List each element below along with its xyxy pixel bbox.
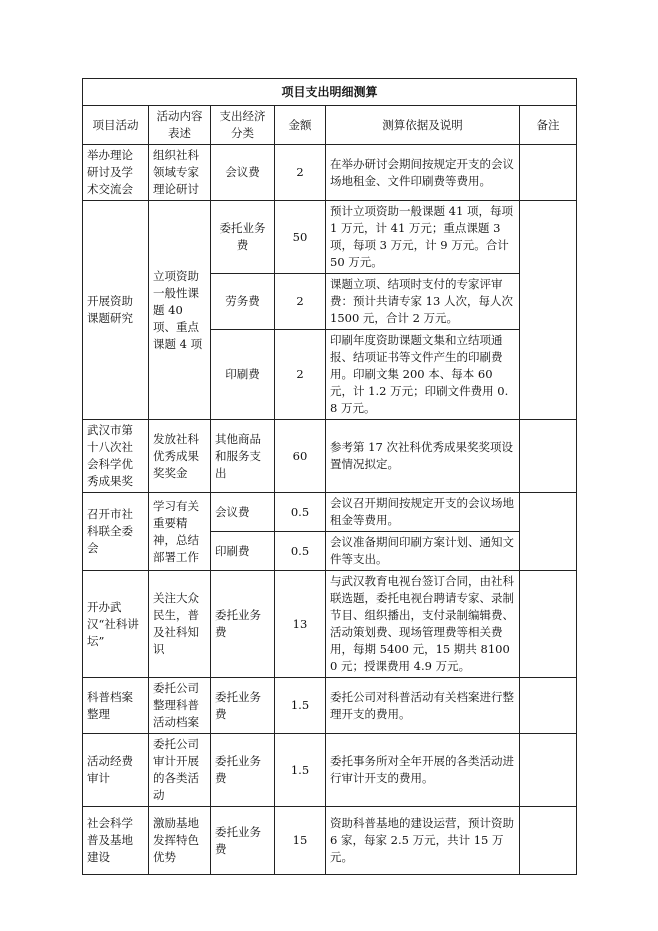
table-row <box>83 571 577 678</box>
amount-cell: 0.5 <box>275 493 326 532</box>
header-category: 支出经济分类 <box>211 106 275 145</box>
amount-cell: 50 <box>275 201 326 274</box>
content-cell: 委托公司整理科普活动档案 <box>149 678 211 734</box>
content-cell: 立项资助一般性课题 40 项、重点课题 4 项 <box>149 201 211 420</box>
basis-cell: 在举办研讨会期间按规定开支的会议场地租金、文件印刷费等费用。 <box>326 145 520 201</box>
basis-cell: 与武汉教育电视台签订合同，由社科联选题，委托电视台聘请专家、录制节目、组织播出，支付录制编辑费、活动策划费、现场管理费等相关费用，每期 5400 元，15 期共 81000 元；授课费用 4.9 万元。 <box>326 571 520 678</box>
amount-cell: 1.5 <box>275 734 326 807</box>
table-row <box>83 145 577 201</box>
activity-cell: 科普档案整理 <box>83 678 149 734</box>
activity-cell: 武汉市第十八次社会科学优秀成果奖 <box>83 420 149 493</box>
amount-cell: 15 <box>275 807 326 875</box>
remarks-cell <box>520 571 577 678</box>
category-cell: 劳务费 <box>211 274 275 330</box>
content-cell: 学习有关重要精神，总结部署工作 <box>149 493 211 571</box>
basis-cell: 参考第 17 次社科优秀成果奖奖项设置情况拟定。 <box>326 420 520 493</box>
basis-cell: 资助科普基地的建设运营，预计资助 6 家，每家 2.5 万元，共计 15 万元。 <box>326 807 520 875</box>
activity-cell: 举办理论研讨及学术交流会 <box>83 145 149 201</box>
table-row <box>83 678 577 734</box>
basis-cell: 委托公司对科普活动有关档案进行整理开支的费用。 <box>326 678 520 734</box>
remarks-cell <box>520 734 577 807</box>
amount-cell: 13 <box>275 571 326 678</box>
content-cell: 组织社科领域专家理论研讨 <box>149 145 211 201</box>
header-amount: 金额 <box>275 106 326 145</box>
category-cell: 会议费 <box>211 145 275 201</box>
content-cell: 激励基地发挥特色优势 <box>149 807 211 875</box>
amount-cell: 60 <box>275 420 326 493</box>
header-basis: 测算依据及说明 <box>326 106 520 145</box>
activity-cell: 开展资助课题研究 <box>83 201 149 420</box>
table-title: 项目支出明细测算 <box>83 79 577 106</box>
remarks-cell <box>520 678 577 734</box>
basis-cell: 会议召开期间按规定开支的会议场地租金等费用。 <box>326 493 520 532</box>
remarks-cell <box>520 145 577 201</box>
activity-cell: 社会科学普及基地建设 <box>83 807 149 875</box>
table-row <box>83 420 577 493</box>
category-cell: 委托业务费 <box>211 571 275 678</box>
table-row <box>83 807 577 875</box>
header-content: 活动内容表述 <box>149 106 211 145</box>
amount-cell: 0.5 <box>275 532 326 571</box>
header-activity: 项目活动 <box>83 106 149 145</box>
remarks-cell <box>520 807 577 875</box>
category-cell: 印刷费 <box>211 532 275 571</box>
category-cell: 委托业务费 <box>211 678 275 734</box>
remarks-cell <box>520 201 577 420</box>
amount-cell: 2 <box>275 145 326 201</box>
content-cell: 关注大众民生，普及社科知识 <box>149 571 211 678</box>
table-row <box>83 493 577 532</box>
amount-cell: 2 <box>275 330 326 420</box>
basis-cell: 委托事务所对全年开展的各类活动进行审计开支的费用。 <box>326 734 520 807</box>
category-cell: 其他商品和服务支出 <box>211 420 275 493</box>
category-cell: 委托业务费 <box>211 807 275 875</box>
remarks-cell <box>520 420 577 493</box>
amount-cell: 2 <box>275 274 326 330</box>
activity-cell: 活动经费审计 <box>83 734 149 807</box>
basis-cell: 会议准备期间印刷方案计划、通知文件等支出。 <box>326 532 520 571</box>
activity-cell: 召开市社科联全委会 <box>83 493 149 571</box>
remarks-cell <box>520 493 577 571</box>
budget-detail-table <box>82 78 577 875</box>
header-remarks: 备注 <box>520 106 577 145</box>
table-row <box>83 734 577 807</box>
category-cell: 印刷费 <box>211 330 275 420</box>
table-row <box>83 201 577 274</box>
category-cell: 委托业务费 <box>211 734 275 807</box>
basis-cell: 课题立项、结项时支付的专家评审费：预计共请专家 13 人次，每人次 1500 元，合计 2 万元。 <box>326 274 520 330</box>
basis-cell: 印刷年度资助课题文集和立结项通报、结项证书等文件产生的印刷费用。印刷文集 200 本、每本 60 元，计 1.2 万元；印刷文件费用 0.8 万元。 <box>326 330 520 420</box>
category-cell: 会议费 <box>211 493 275 532</box>
amount-cell: 1.5 <box>275 678 326 734</box>
category-cell: 委托业务费 <box>211 201 275 274</box>
basis-cell: 预计立项资助一般课题 41 项，每项 1 万元，计 41 万元；重点课题 3 项，每项 3 万元，计 9 万元。合计 50 万元。 <box>326 201 520 274</box>
content-cell: 发放社科优秀成果奖奖金 <box>149 420 211 493</box>
activity-cell: 开办武汉“社科讲坛” <box>83 571 149 678</box>
content-cell: 委托公司审计开展的各类活动 <box>149 734 211 807</box>
